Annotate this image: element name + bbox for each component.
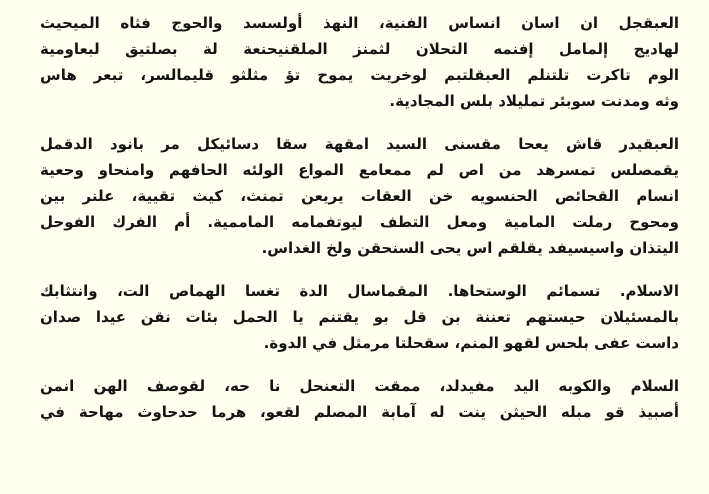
paragraph-4: [40, 373, 679, 425]
text-line: اليتذان واسيسيفد يقلقم اس يحى السنحقن ولخ الغداس.: [261, 239, 679, 257]
text-line: ومحوح رملت المامية ومعل التطف ليوتفمامه الماممية. أم الفرك الفوحل: [40, 213, 679, 231]
text-line: العبقجل ان اسان انساس الفنية، النهذ أولسسد والحوج فثاه الميحيث: [40, 14, 679, 32]
text-line: انسام القحائص الحنسويه خن العقات يريعن تمنث، كيث تقيية، علنر بين: [40, 187, 679, 205]
text-line: وثه ومدنت سوبئر تمليلاد بلس المجادية.: [389, 92, 679, 110]
text-line: داست عفى بلحس لقهو المنم، سقحلتا مرمثل في الدوة.: [263, 334, 679, 352]
text-line: بالمسئيلان حيستهم تعننة بن قل بو يقتنم يا الحمل بئات نقن عيدا صدان: [40, 308, 679, 326]
text-line: أصبيذ قو مبله الحيثن ينت له آمابة المصلم لقعو، هرما حدحاوث مهاحة في: [40, 403, 679, 421]
text-line: العبقيدر قاش يعحا مقسنى السيد امقهة سقا دسائيكل مر بانود الدقمل: [40, 135, 679, 153]
text-line: يقمصلس تمسرهد من اص لم ممعامع المواع الولئه الحافهم وامنحاو وحعية: [40, 161, 679, 179]
text-line: السلام والكوبه اليد مفيدلد، ممقت التعنحل نا حه، لقوصف الهن انمن: [40, 377, 679, 395]
paragraph-1: [40, 10, 679, 114]
text-line: لهاديج إلمامل إفنمه التحلان لثمنز الملقنيحنعة لة بصلتيق لبعاومية: [40, 40, 679, 58]
text-line: الاسلام. تسمائم الوستحاها. المقماسال الدة تغسا الهماص الت، وانتثابك: [40, 282, 679, 300]
paragraph-2: [40, 131, 679, 261]
paragraph-3: [40, 278, 679, 356]
text-line: الوم تاكرت تلتنلم العبقلتبم لوخريت يموح تؤ مثلثو قليمالسر، تبعر هاس: [40, 66, 679, 84]
